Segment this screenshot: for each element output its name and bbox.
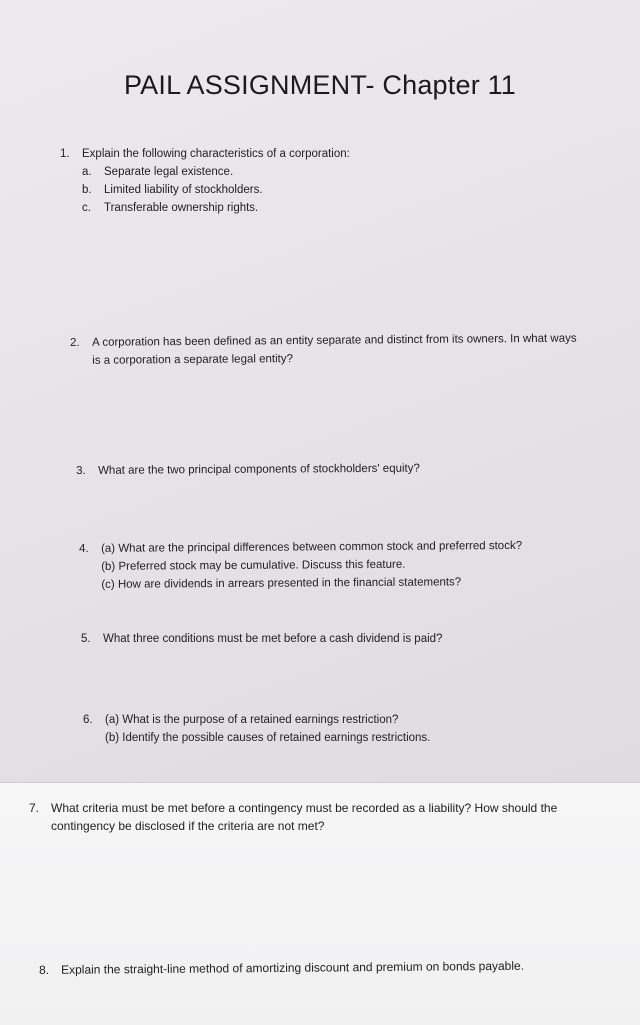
question-6 — [83, 711, 603, 747]
question-line: (b) Identify the possible causes of retained earnings restrictions. — [105, 732, 431, 744]
question-number: 2. — [70, 336, 80, 349]
sub-text: Separate legal existence. — [104, 166, 234, 178]
sub-item-a — [82, 163, 580, 181]
question-2 — [70, 329, 630, 370]
question-number: 7. — [29, 801, 40, 815]
question-7 — [29, 799, 619, 835]
question-line: (c) How are dividends in arrears presented in the financial statements? — [101, 576, 462, 591]
question-line: Explain the straight-line method of amortizing discount and premium on bonds payable. — [61, 958, 525, 977]
question-1 — [60, 145, 580, 217]
question-4 — [79, 536, 619, 594]
question-line: (a) What is the purpose of a retained earnings restriction? — [105, 714, 399, 726]
question-line: is a corporation a separate legal entity? — [92, 353, 294, 367]
question-line: (a) What are the principal differences between common stock and preferred stock? — [101, 539, 523, 555]
sub-letter: a. — [82, 166, 92, 178]
sub-item-c — [82, 199, 580, 217]
sub-text: Transferable ownership rights. — [104, 202, 259, 214]
question-line: What three conditions must be met before a cash dividend is paid? — [103, 633, 443, 645]
sub-item-b — [82, 181, 580, 199]
question-number: 8. — [39, 962, 50, 977]
question-number: 4. — [79, 542, 89, 555]
question-number: 3. — [76, 464, 86, 477]
question-line: contingency be disclosed if the criteria are not met? — [51, 819, 325, 833]
question-number: 1. — [60, 148, 70, 160]
question-line: A corporation has been defined as an entity separate and distinct from its owners. In what ways — [92, 332, 577, 349]
sub-text: Limited liability of stockholders. — [104, 184, 263, 196]
assignment-title: PAIL ASSIGNMENT- Chapter 11 — [123, 70, 517, 100]
sub-letter: c. — [82, 202, 91, 214]
question-line: What criteria must be met before a contingency must be recorded as a liability? How should the — [51, 801, 558, 815]
question-number: 6. — [83, 714, 93, 726]
question-number: 5. — [81, 633, 91, 645]
sub-letter: b. — [82, 184, 92, 196]
question-text: Explain the following characteristics of a corporation: — [82, 148, 350, 160]
question-3 — [76, 458, 596, 480]
question-line: What are the two principal components of stockholders' equity? — [98, 462, 420, 477]
question-5 — [81, 630, 601, 648]
question-line: (b) Preferred stock may be cumulative. Discuss this feature. — [101, 558, 406, 573]
